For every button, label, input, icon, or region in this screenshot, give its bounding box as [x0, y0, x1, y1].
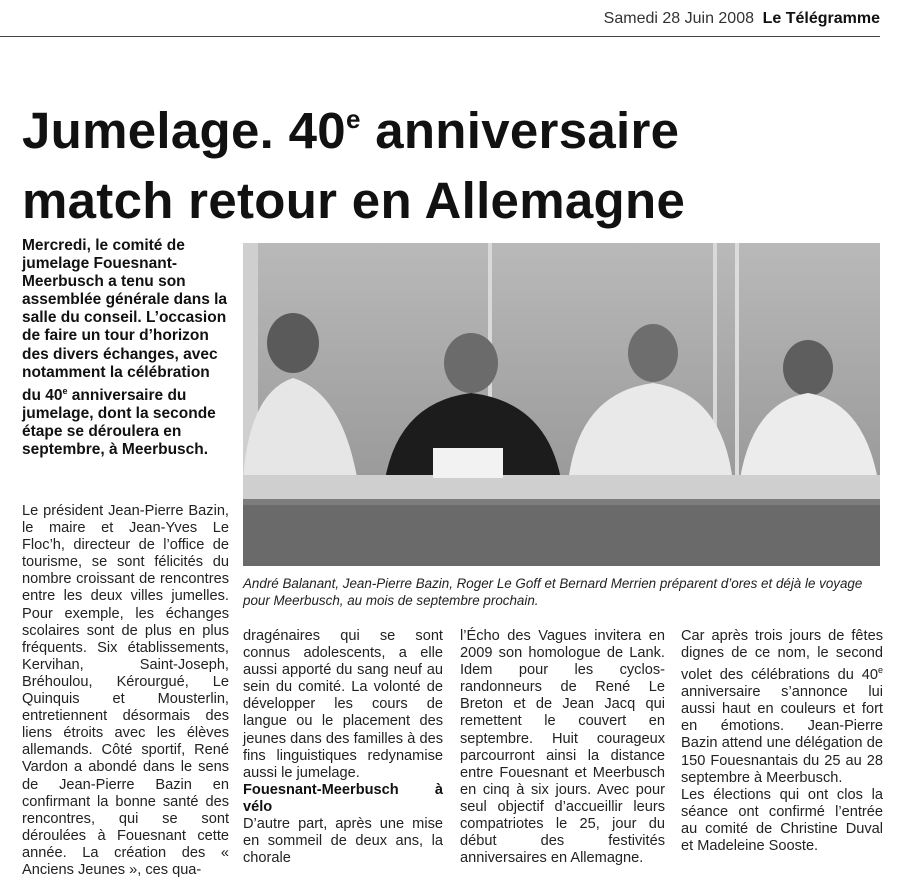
news-photo — [243, 243, 880, 566]
article-column-3 — [460, 628, 665, 867]
newspaper-name: Le Télégramme — [762, 10, 880, 27]
issue-date: Samedi 28 Juin 2008 — [603, 10, 754, 27]
column-2-paragraph-2: D’autre part, après une mise en sommeil de deux ans, la chorale — [243, 816, 443, 867]
masthead — [0, 0, 900, 38]
article-column-2 — [243, 628, 443, 867]
headline-line-2: match retour en Allemagne — [22, 172, 686, 229]
column-4-paragraph-2: Les élections qui ont clos la séance ont confirmé l’entrée au comité de Christine Duval et Madeleine Sooste. — [681, 786, 883, 854]
article-column-1 — [22, 503, 229, 879]
lead-paragraph: Mercredi, le comité de jumelage Fouesnant-Meerbusch a tenu son assemblée générale dans la salle du conseil. L’occasion de faire un tour d’horizon des divers échanges, avec notamment la célébration du 40e anniversaire du jumelage, dont la seconde étape se déroulera en septembre, à Meerbusch. — [22, 237, 228, 459]
photo-caption: André Balanant, Jean-Pierre Bazin, Roger Le Goff et Bernard Merrien préparent d’ores et déjà le voyage pour Meerbusch, au mois de septembre prochain. — [243, 576, 863, 608]
column-3-paragraph: l’Écho des Vagues invitera en 2009 son homologue de Lank. Idem pour les cyclos-randonneurs de René Le Breton et de Jean Jacq qui remettent le couvert en septembre. Huit courageux parcourront ainsi la distance entre Fouesnant et Meerbusch en cinq à six jours. Avec pour seul objectif d’accueillir leurs compatriotes le 25, jour du début des festivités anniversaires en Allemagne. — [460, 628, 665, 867]
column-4-paragraph-1: Car après trois jours de fêtes dignes de ce nom, le second volet des célébrations du 40e anniversaire s’annonce lui aussi haut en couleurs et fort en émotions. Jean-Pierre Bazin attend une délégation de 150 Fouesnantais du 25 au 28 septembre à Meerbusch. — [681, 628, 883, 786]
headline-line-1: Jumelage. 40e anniversaire — [22, 102, 680, 159]
headline — [22, 100, 892, 232]
article-column-4 — [681, 628, 883, 855]
column-1-paragraph: Le président Jean-Pierre Bazin, le maire et Jean-Yves Le Floc’h, directeur de l’office de tourisme, se sont félicités du nombre croissant de rencontres entre les deux villes jumelles. Pour exemple, les échanges scolaires sont de plus en plus fréquents. Six établissements, Kervihan, Saint-Joseph, Bréhoulou, Kérourgué, Le Quinquis et Mousterlin, entretiennent désormais des liens étroits avec les élèves allemands. Côté sportif, René Vardon a abondé dans le sens de Jean-Pierre Bazin en confirmant la bonne santé des rencontres, qui se sont déroulées à Fouesnant cette année. La création des « Anciens Jeunes », ces qua- — [22, 503, 229, 878]
subheading: Fouesnant-Meerbusch à vélo — [243, 781, 443, 815]
column-2-paragraph: dragénaires qui se sont connus adolescents, a elle aussi apporté du sang neuf au sein du comité. La volonté de développer les cours de langue ou le placement des jeunes dans des familles à des fins linguistiques redynamise aussi le jumelage. — [243, 628, 443, 781]
masthead-rule — [0, 36, 880, 37]
